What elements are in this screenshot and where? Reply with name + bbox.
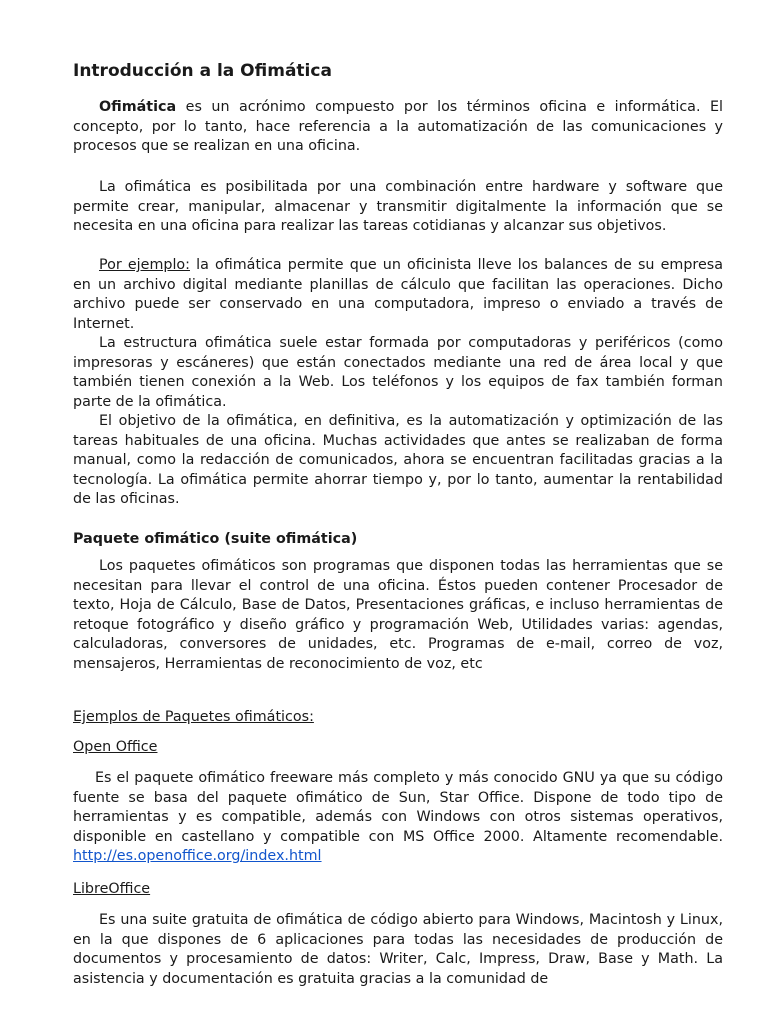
paragraph-ofimatica-definition bbox=[73, 98, 723, 157]
examples-heading: Ejemplos de Paquetes ofimáticos: bbox=[73, 709, 314, 725]
paragraph-text: es un acrónimo compuesto por los términos oficina e informática. El concepto, por lo tanto, hace referencia a la automatización de las comunicaciones y procesos que se realizan en una oficina. bbox=[73, 99, 723, 155]
paragraph-openoffice bbox=[73, 769, 723, 867]
paragraph-objetivo: El objetivo de la ofimática, en definitiva, es la automatización y optimización de las tareas habituales de una oficina. Muchas actividades que antes se realizaban de forma manual, como la redacción de comunicados, ahora se encuentran facilitadas gracias a la tecnología. La ofimática permite ahorrar tiempo y, por lo tanto, aumentar la rentabilidad de las oficinas. bbox=[73, 413, 723, 508]
paragraph-hardware-software: La ofimática es posibilitada por una combinación entre hardware y software que permite crear, manipular, almacenar y transmitir digitalmente la información que se necesita en una oficina para realizar las tareas cotidianas y alcanzar sus objetivos. bbox=[73, 179, 723, 235]
section-heading-paquete: Paquete ofimático (suite ofimática) bbox=[73, 531, 358, 547]
paragraph-estructura: La estructura ofimática suele estar formada por computadoras y periféricos (como impresoras y escáneres) que están conectados mediante una red de área local y que también tienen conexión a la Web. Los teléfonos y los equipos de fax también forman parte de la ofimática. bbox=[73, 335, 723, 410]
underlined-lead: Por ejemplo: bbox=[99, 257, 190, 273]
paragraph-text: la ofimática permite que un oficinista lleve los balances de su empresa en un archivo digital mediante planillas de cálculo que facilitan las operaciones. Dicho archivo puede ser conservado en una computadora, impreso o enviado a través de Internet. bbox=[73, 257, 723, 332]
paragraph-text: Es el paquete ofimático freeware más completo y más conocido GNU ya que su código fuente se basa del paquete ofimático de Sun, Star Office. Dispone de todo tipo de herramientas y es compatible, además con Windows con otros sistemas operativos, disponible en castellano y compatible con MS Office 2000. Altamente recomendable. bbox=[73, 770, 723, 845]
openoffice-label: Open Office bbox=[73, 739, 158, 755]
bold-term: Ofimática bbox=[99, 99, 177, 115]
paragraph-libreoffice: Es una suite gratuita de ofimática de código abierto para Windows, Macintosh y Linux, en la que dispones de 6 aplicaciones para todas las necesidades de producción de documentos y procesamiento de datos: Writer, Calc, Impress, Draw, Base y Math. La asistencia y documentación es gratuita gracias a la comunidad de bbox=[73, 912, 723, 987]
page-title: Introducción a la Ofimática bbox=[73, 61, 332, 81]
openoffice-link[interactable]: http://es.openoffice.org/index.html bbox=[73, 848, 322, 865]
paragraph-paquetes: Los paquetes ofimáticos son programas que disponen todas las herramientas que se necesitan para llevar el control de una oficina. Éstos pueden contener Procesador de texto, Hoja de Cálculo, Base de Datos, Presentaciones gráficas, e incluso herramientas de retoque fotográfico y diseño gráfico y programación Web, Utilidades varias: agendas, calculadoras, conversores de unidades, etc. Programas de e-mail, correo de voz, mensajeros, Herramientas de reconocimiento de voz, etc bbox=[73, 558, 723, 672]
paragraph-por-ejemplo bbox=[73, 256, 723, 334]
libreoffice-label: LibreOffice bbox=[73, 881, 151, 897]
